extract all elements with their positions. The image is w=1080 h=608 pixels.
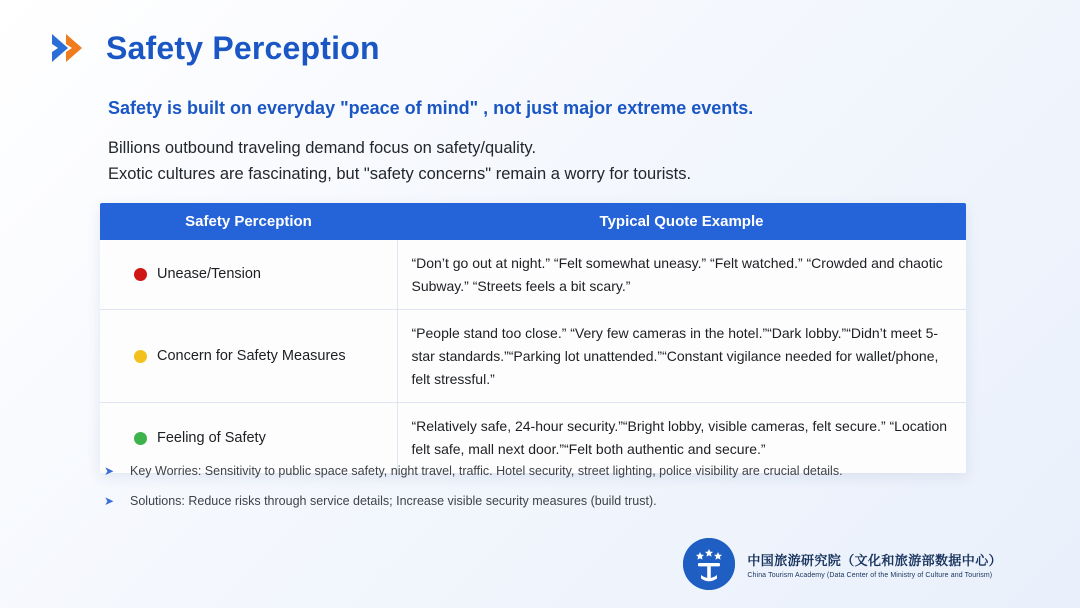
logo-text-block [747,550,1002,579]
title-row [48,26,380,70]
lead-statement: Safety is built on everyday "peace of mind" , not just major extreme events. [108,98,754,118]
quote-cell: “Relatively safe, 24-hour security.”“Bright lobby, visible cameras, felt secure.” “Location felt safe, mall next door.”“Felt both authentic and secure.” [397,403,966,473]
category-label: Concern for Safety Measures [157,347,346,364]
header-quote: Typical Quote Example [397,203,966,240]
header-category: Safety Perception [100,203,397,240]
category-label: Feeling of Safety [157,429,266,446]
quote-cell: “Don’t go out at night.” “Felt somewhat uneasy.” “Felt watched.” “Crowded and chaotic Subway.” “Streets feels a bit scary.” [397,240,966,310]
table-header-row [100,203,966,240]
table-body [100,240,966,473]
table-head [100,203,966,240]
body-paragraph [108,136,691,187]
bullet-text: Key Worries: Sensitivity to public space safety, night travel, traffic. Hotel security, street lighting, police visibility are crucial details. [130,464,843,478]
category-cell [100,310,397,403]
chevron-logo-icon [48,26,92,70]
arrow-bullet-icon: ➤ [104,493,115,508]
arrow-bullet-icon: ➤ [104,464,115,478]
list-item [104,493,984,510]
quote-cell: “People stand too close.” “Very few cameras in the hotel.”“Dark lobby.”“Didn’t meet 5-star standards.”“Parking lot unattended.”“Constant vigilance needed for wallet/phone, felt stressful.” [397,310,966,403]
status-dot-red [134,268,147,281]
category-cell [100,240,397,310]
footer-logo [683,538,1002,590]
status-dot-yellow [134,350,147,363]
page-title: Safety Perception [106,29,380,66]
bullet-list [104,463,984,523]
logo-name-en: China Tourism Academy (Data Center of the Ministry of Culture and Tourism) [747,571,993,579]
quotes-table [100,203,966,473]
logo-name-cn: 中国旅游研究院（文化和旅游部数据中心） [747,552,1002,568]
body-line-1: Billions outbound traveling demand focus on safety/quality. [108,139,537,157]
list-item [104,463,984,480]
quotes-table-wrapper [100,203,966,473]
table-row [100,310,966,403]
organization-logo-icon [683,538,735,590]
category-label: Unease/Tension [157,266,261,283]
bullet-text: Solutions: Reduce risks through service details; Increase visible security measures (build trust). [130,493,657,508]
table-row [100,240,966,310]
body-line-2: Exotic cultures are fascinating, but "safety concerns" remain a worry for tourists. [108,164,692,183]
status-dot-green [134,432,147,445]
